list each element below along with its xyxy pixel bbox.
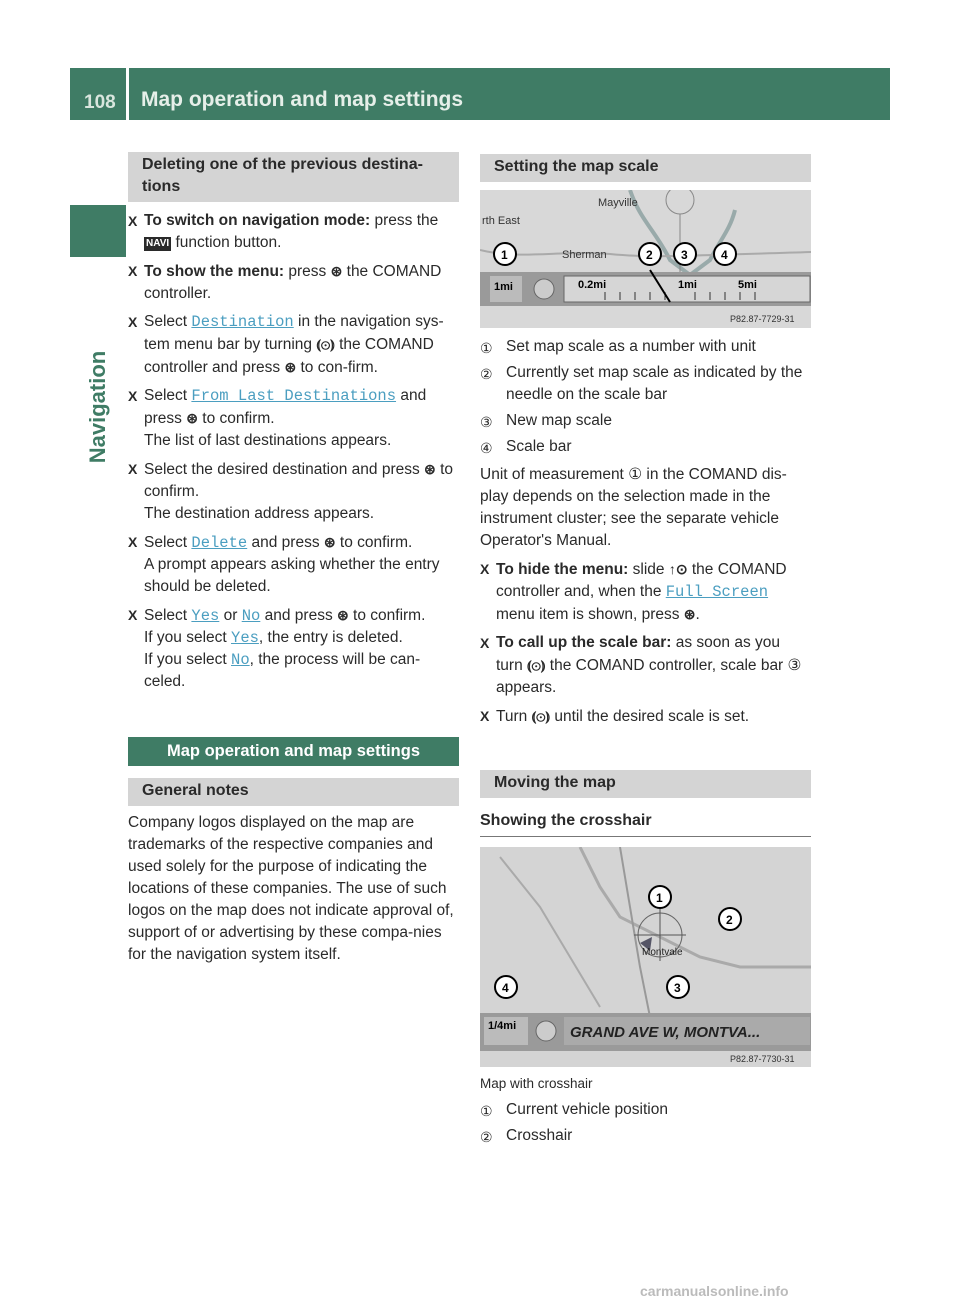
legend-item: ② Currently set map scale as indicated by the needle on the scale bar	[480, 364, 803, 403]
press-knob-icon: ⊛	[337, 607, 349, 623]
map-operation-heading: Map operation and map settings	[128, 737, 459, 766]
menu-item-full-screen: Full Screen	[665, 583, 769, 601]
step-1: X To switch on navigation mode: press the NAVI function button.	[128, 212, 439, 251]
menu-item-destination: Destination	[191, 313, 294, 331]
crosshair-figure	[480, 847, 811, 1067]
figure-code: P82.87-7729-31	[730, 314, 795, 324]
callout-2: 2	[726, 913, 733, 927]
legend-item: ③ New map scale	[480, 412, 612, 430]
legend-item: ④ Scale bar	[480, 438, 572, 456]
slide-knob-icon: ↑⊙	[668, 561, 688, 577]
callout-3: 3	[681, 248, 688, 262]
step-5: X Select the desired destination and press ⊛ to confirm. The destination address appears.	[128, 458, 459, 525]
menu-item-from-last-destinations: From Last Destinations	[191, 387, 397, 405]
step-turn: X Turn ⦅⊙⦆ until the desired scale is set.	[480, 705, 811, 728]
scale-unit-label: 1mi	[494, 281, 513, 293]
general-notes-text: Company logos displayed on the map are trademarks of the respective companies and used solely for the purpose of indicating the locations of these companies. The use of such logos on the map does not indicate approval of, support of or advertising by these compa-nies for the navigation system itself.	[128, 814, 454, 963]
legend-item: ② Crosshair	[480, 1127, 573, 1145]
turn-knob-icon: ⦅⊙⦆	[531, 708, 551, 724]
watermark: carmanualsonline.info	[640, 1283, 789, 1299]
step-3: X Select Destination in the navigation sys-tem menu bar by turning ⦅⊙⦆ the COMAND controller and press ⊛ to con-firm.	[128, 313, 444, 376]
step-4: X Select From Last Destinations and press ⊛ to confirm. The list of last destinations appears.	[128, 387, 427, 449]
press-knob-icon: ⊛	[424, 461, 436, 477]
arrow-icon: X	[480, 635, 490, 651]
legend-1	[480, 336, 811, 458]
press-knob-icon: ⊛	[284, 359, 297, 375]
press-knob-icon: ⊛	[330, 263, 343, 279]
callout-1: 1	[656, 891, 663, 905]
legend-item: ① Current vehicle position	[480, 1101, 668, 1119]
step-2: X To show the menu: press ⊛ the COMAND controller.	[128, 260, 459, 305]
right-column	[480, 154, 811, 1147]
legend-2	[480, 1099, 811, 1147]
arrow-icon: X	[128, 213, 138, 229]
crosshair-heading: Showing the crosshair	[480, 810, 811, 837]
scale-label: 1/4mi	[488, 1020, 517, 1032]
arrow-icon: X	[128, 607, 138, 623]
place-label: Sherman	[562, 249, 607, 261]
arrow-icon: X	[128, 388, 138, 404]
moving-map-heading: Moving the map	[480, 770, 811, 798]
place-label: rth East	[482, 215, 520, 227]
step-7: X Select Yes or No and press ⊛ to confirm. If you select Yes, the entry is deleted. If you select No, the process will be can-celed.	[128, 604, 459, 693]
figure-caption: Map with crosshair	[480, 1076, 593, 1091]
navi-button-icon: NAVI	[146, 238, 170, 249]
street-label: GRAND AVE W, MONTVA...	[570, 1024, 761, 1041]
arrow-icon: X	[128, 314, 138, 330]
header-bar	[129, 68, 890, 120]
scale-tick-label: 5mi	[738, 279, 757, 291]
callout-3: 3	[674, 981, 681, 995]
arrow-icon: X	[128, 534, 138, 550]
place-label: Mayville	[598, 197, 638, 209]
page-number-box	[70, 68, 126, 120]
page-number: 108	[84, 92, 116, 113]
arrow-icon: X	[480, 561, 490, 577]
scale-heading: Setting the map scale	[480, 154, 811, 182]
callout-1: 1	[501, 248, 508, 262]
general-notes-heading: General notes	[128, 778, 459, 806]
arrow-icon: X	[128, 461, 138, 477]
turn-knob-icon: ⦅⊙⦆	[316, 336, 335, 352]
step-6: X Select Delete and press ⊛ to confirm. A prompt appears asking whether the entry should be deleted.	[128, 531, 459, 598]
scale-figure	[480, 190, 811, 328]
callout-2: 2	[646, 248, 653, 262]
press-knob-icon: ⊛	[683, 606, 696, 622]
left-column	[128, 152, 459, 966]
place-label: Montvale	[642, 947, 683, 958]
unit-paragraph: Unit of measurement ① in the COMAND dis-play depends on the selection made in the instrument cluster; see the separate vehicle Operator's Manual.	[480, 466, 787, 549]
delete-heading: Deleting one of the previous destina- tions	[128, 152, 459, 202]
menu-item-delete: Delete	[191, 534, 248, 552]
legend-item: ① Set map scale as a number with unit	[480, 338, 756, 356]
turn-knob-icon: ⦅⊙⦆	[527, 657, 546, 673]
callout-4: 4	[721, 248, 728, 262]
arrow-icon: X	[480, 708, 490, 724]
step-call-scale-bar: X To call up the scale bar: as soon as you turn ⦅⊙⦆ the COMAND controller, scale bar ③ appears.	[480, 634, 802, 696]
sidebar-tab-marker	[70, 205, 126, 257]
callout-4: 4	[502, 981, 509, 995]
menu-item-no: No	[241, 607, 261, 625]
press-knob-icon: ⊛	[186, 410, 198, 426]
scale-tick-label: 0.2mi	[578, 279, 607, 291]
sidebar	[70, 122, 126, 1217]
arrow-icon: X	[128, 263, 138, 279]
section-label: Navigation	[85, 350, 110, 464]
press-knob-icon: ⊛	[323, 534, 336, 550]
figure-code: P82.87-7730-31	[730, 1054, 795, 1064]
page-title: Map operation and map settings	[141, 88, 464, 111]
scale-tick-label: 1mi	[678, 279, 697, 291]
step-hide-menu: X To hide the menu: slide ↑⊙ the COMAND controller and, when the Full Screen menu item is shown, press ⊛.	[480, 558, 811, 626]
menu-item-yes: Yes	[191, 607, 220, 625]
